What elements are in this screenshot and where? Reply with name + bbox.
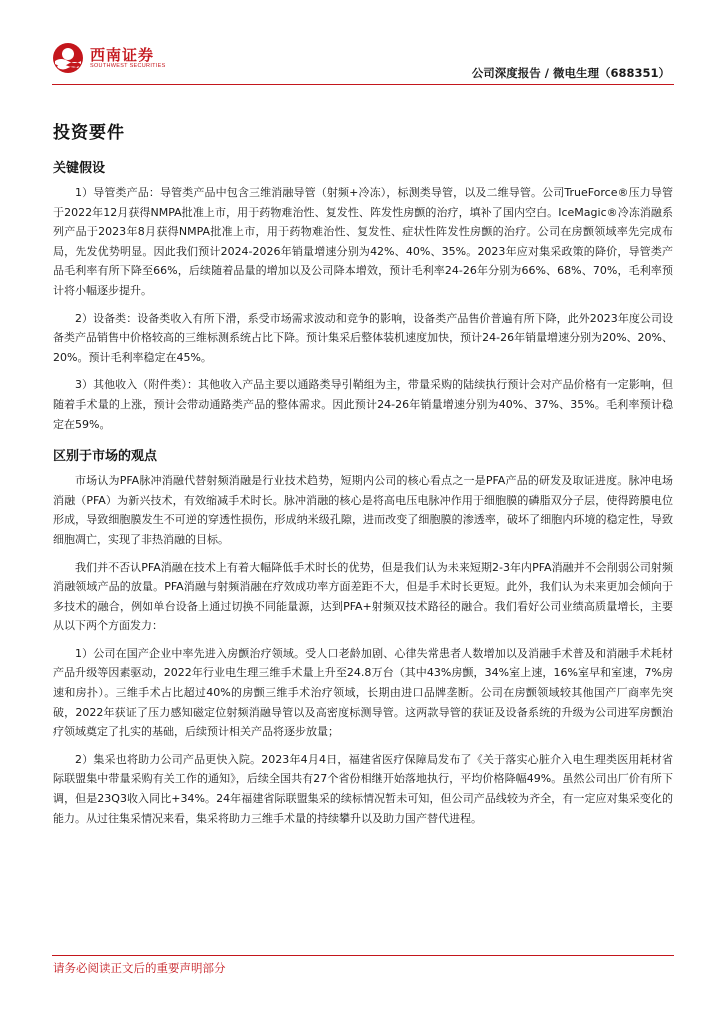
paragraph-market-view: 市场认为PFA脉冲消融代替射频消融是行业技术趋势，短期内公司的核心看点之一是PFA产品的研发及取证进度。脉冲电场消融（PFA）为新兴技术，有效缩减手术时长。脉冲消融的核心是将高电压电脉冲作用于细胞膜的磷脂双分子层，使得跨膜电位形成，导致细胞膜发生不可逆的穿透性损伤，形成纳米级孔隙，进而改变了细胞膜的渗透率，破坏了细胞内环境的稳定性，导致细胞凋亡，实现了非热消融的目标。 bbox=[53, 474, 673, 546]
paragraph-our-view: 我们并不否认PFA消融在技术上有着大幅降低手术时长的优势，但是我们认为未来短期2-3年内PFA消融并不会削弱公司射频消融领域产品的放量。PFA消融与射频消融在疗效成功率方面差距不大，但是手术时长更短。此外，我们认为未来更加会倾向于多技术的融合，例如单台设备上通过切换不同能量源，达到PFA+射频双技术路径的融合。我们看好公司业绩高质量增长，主要从以下两个方面发力： bbox=[53, 560, 673, 633]
logo-chinese-name: 西南证券 bbox=[90, 46, 155, 64]
paragraph-volume-procurement: 2）集采也将助力公司产品更快入院。2023年4月4日，福建省医疗保障局发布了《关于落实心脏介入电生理类医用耗材省际联盟集中带量采购有关工作的通知》，后续全国共有27个省份相继开始落地执行，平均价格降幅49%。虽然公司出厂价有所下调，但是23Q3收入同比+34%。24年福建省际联盟集采的续标情况暂未可知，但公司产品线较为齐全，有一定应对集采变化的能力。从过往集采情况来看，集采将助力三维手术量的持续攀升以及助力国产替代进程。 bbox=[53, 752, 673, 825]
report-body bbox=[53, 118, 673, 836]
footer-disclaimer: 请务必阅读正文后的重要声明部分 bbox=[53, 961, 226, 975]
section-title-differentiated-view: 区别于市场的观点 bbox=[53, 449, 158, 465]
sun-over-waves-icon bbox=[52, 42, 84, 74]
header-divider bbox=[52, 84, 674, 85]
page-header bbox=[0, 0, 724, 88]
page-title: 投资要件 bbox=[53, 123, 125, 143]
section-title-key-assumptions: 关键假设 bbox=[53, 161, 106, 176]
paragraph-af-treatment: 1）公司在国产企业中率先进入房颤治疗领域。受人口老龄加剧、心律失常患者人数增加以及消融手术普及和消融手术耗材产品升级等因素驱动，2022年行业电生理三维手术量上升至24.8万台（其中43%房颤，34%室上速，16%室早和室速，7%房速和房扑）。三维手术占比超过40%的房颤三维手术治疗领域，长期由进口品牌垄断。公司在房颤领域较其他国产厂商率先突破，2022年获证了压力感知磁定位射频消融导管以及高密度标测导管。这两款导管的获证及设备系统的升级为公司进军房颤治疗领域奠定了扎实的基础，后续预计相关产品将逐步放量； bbox=[53, 646, 673, 739]
paragraph-equipment: 2）设备类：设备类收入有所下滑，系受市场需求波动和竞争的影响，设备类产品售价普遍有所下降，此外2023年度公司设备类产品销售中价格较高的三维标测系统占比下降。预计集采后整体装机速度加快，预计24-26年销量增速分别为20%、20%、20%。预计毛利率稳定在45%。 bbox=[53, 311, 673, 364]
footer-divider bbox=[52, 955, 674, 956]
report-type-label: 公司深度报告 / 微电生理（688351） bbox=[471, 66, 670, 80]
company-logo bbox=[52, 42, 212, 74]
logo-english-name: SOUTHWEST SECURITIES bbox=[90, 63, 166, 69]
paragraph-catheter-products: 1）导管类产品：导管类产品中包含三维消融导管（射频+冷冻），标测类导管，以及二维导管。公司TrueForce®压力导管于2022年12月获得NMPA批准上市，用于药物难治性、复发性、阵发性房颤的治疗，填补了国内空白。IceMagic®冷冻消融系列产品于2023年8月获得NMPA批准上市，用于药物难治性、复发性、症状性阵发性房颤的治疗。公司在房颤领域率先完成布局，先发优势明显。因此我们预计2024-2026年销量增速分别为42%、40%、35%。2023年应对集采政策的降价，导管类产品毛利率有所下降至66%，后续随着品量的增加以及公司降本增效，预计毛利率24-26年分别为66%、68%、70%，毛利率预计将小幅逐步提升。 bbox=[53, 186, 673, 297]
paragraph-other-revenue: 3）其他收入（附件类）：其他收入产品主要以通路类导引鞘组为主，带量采购的陆续执行预计会对产品价格有一定影响，但随着手术量的上涨，预计会带动通路类产品的整体需求。因此预计24-26年销量增速分别为40%、37%、35%。毛利率预计稳定在59%。 bbox=[53, 378, 673, 431]
